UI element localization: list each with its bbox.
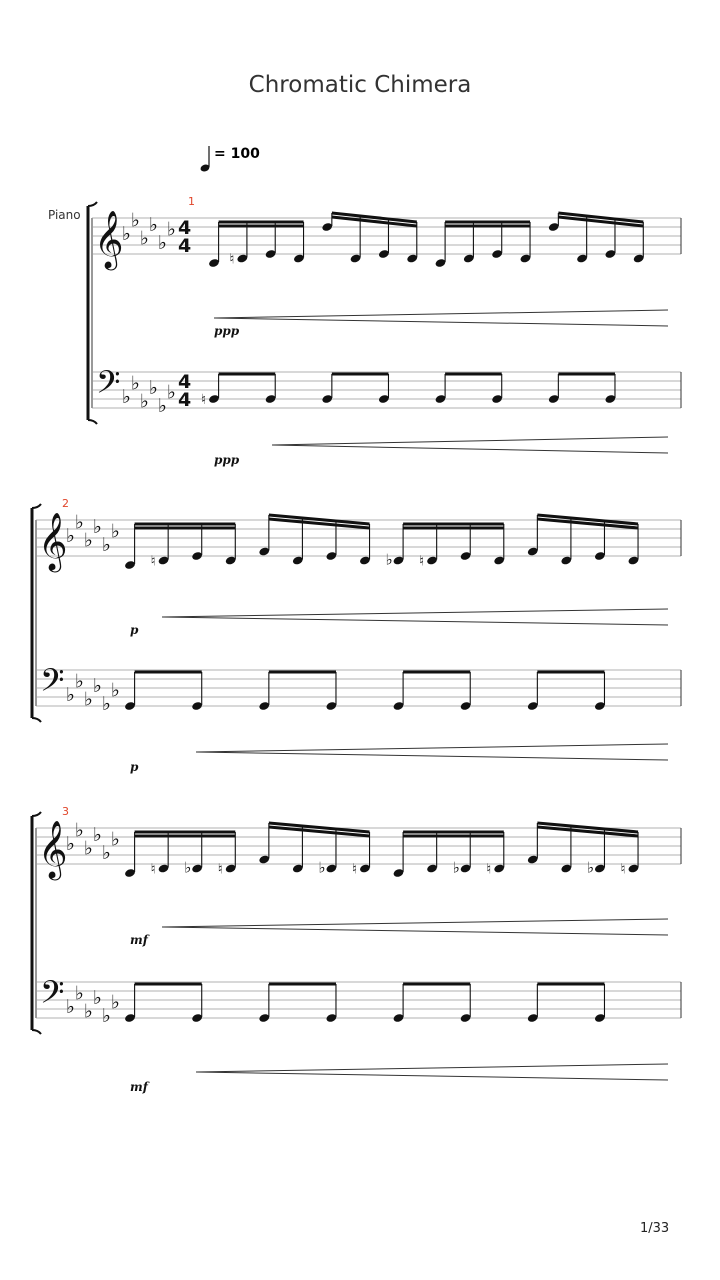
flat-icon: ♭: [93, 516, 102, 538]
crescendo-line: [196, 752, 668, 760]
measure-number: 1: [188, 195, 195, 208]
flat-icon: ♭: [140, 390, 149, 413]
crescendo-line: [162, 617, 668, 625]
treble-clef-icon: 𝄞: [38, 820, 68, 878]
measure-number: 2: [62, 497, 69, 510]
crescendo-line: [162, 609, 668, 617]
bracket-hook: [32, 504, 41, 508]
time-signature-bottom: 4: [178, 235, 192, 257]
page-number: 1/33: [640, 1221, 670, 1236]
bracket-hook: [88, 420, 97, 424]
flat-icon: ♭: [385, 550, 393, 569]
tempo-value: = 100: [214, 146, 260, 162]
treble-clef-icon: 𝄞: [38, 512, 68, 570]
dynamic-mark: ppp: [214, 324, 240, 338]
crescendo-line: [272, 437, 668, 445]
dynamic-mark: p: [130, 760, 139, 774]
crescendo-line: [162, 927, 668, 935]
flat-icon: ♭: [122, 223, 131, 245]
flat-icon: ♭: [131, 372, 140, 395]
flat-icon: ♭: [158, 232, 167, 254]
flat-icon: ♭: [102, 1005, 111, 1027]
flat-icon: ♭: [122, 386, 131, 408]
flat-icon: ♭: [75, 670, 84, 693]
flat-icon: ♭: [586, 858, 594, 877]
bass-clef-icon: 𝄢: [40, 662, 65, 706]
flat-icon: ♭: [452, 858, 460, 877]
crescendo-line: [214, 310, 668, 318]
flat-icon: ♭: [84, 688, 93, 711]
dynamic-mark: mf: [130, 1080, 148, 1094]
flat-icon: ♭: [111, 828, 120, 851]
score-title: Chromatic Chimera: [248, 72, 472, 98]
bracket-hook: [32, 812, 41, 816]
crescendo-line: [162, 919, 668, 927]
flat-icon: ♭: [93, 987, 102, 1009]
flat-icon: ♭: [102, 842, 111, 864]
bracket-hook: [32, 718, 41, 722]
dynamic-mark: ppp: [214, 453, 240, 467]
system-2: [32, 497, 681, 774]
bass-clef-icon: 𝄢: [40, 974, 65, 1018]
natural-icon: ♮: [486, 861, 492, 878]
natural-icon: ♮: [150, 861, 156, 878]
time-signature-top: 4: [178, 217, 192, 239]
crescendo-line: [272, 445, 668, 453]
crescendo-line: [196, 1072, 668, 1080]
natural-icon: ♮: [351, 861, 357, 878]
system-3: [32, 805, 681, 1094]
crescendo-line: [196, 1064, 668, 1072]
measure-number: 3: [62, 805, 69, 818]
flat-icon: ♭: [75, 511, 84, 534]
natural-icon: ♮: [201, 392, 207, 408]
bracket-hook: [32, 1030, 41, 1034]
flat-icon: ♭: [111, 991, 120, 1014]
flat-icon: ♭: [111, 679, 120, 702]
natural-icon: ♮: [150, 553, 156, 570]
flat-icon: ♭: [66, 833, 75, 855]
flat-icon: ♭: [167, 218, 176, 241]
system-1: [88, 195, 681, 467]
flat-icon: ♭: [131, 209, 140, 232]
flat-icon: ♭: [75, 982, 84, 1005]
natural-icon: ♮: [620, 861, 626, 878]
bracket-hook: [88, 202, 97, 206]
flat-icon: ♭: [75, 819, 84, 842]
dynamic-mark: mf: [130, 933, 148, 947]
flat-icon: ♭: [93, 824, 102, 846]
flat-icon: ♭: [158, 395, 167, 417]
treble-clef-icon: 𝄞: [94, 210, 124, 268]
flat-icon: ♭: [167, 381, 176, 404]
bass-clef-icon: 𝄢: [96, 364, 121, 408]
flat-icon: ♭: [66, 684, 75, 706]
flat-icon: ♭: [84, 1000, 93, 1023]
flat-icon: ♭: [102, 693, 111, 715]
time-signature-top: 4: [178, 371, 192, 393]
dynamic-mark: p: [130, 623, 139, 637]
time-signature-bottom: 4: [178, 389, 192, 411]
natural-icon: ♮: [217, 861, 223, 878]
flat-icon: ♭: [140, 227, 149, 250]
systems: [32, 195, 681, 1094]
flat-icon: ♭: [93, 675, 102, 697]
crescendo-line: [214, 318, 668, 326]
flat-icon: ♭: [318, 858, 326, 877]
flat-icon: ♭: [84, 529, 93, 552]
crescendo-line: [196, 744, 668, 752]
tempo-mark: [200, 146, 261, 173]
natural-icon: ♮: [419, 553, 425, 570]
flat-icon: ♭: [149, 377, 158, 399]
flat-icon: ♭: [111, 520, 120, 543]
flat-icon: ♭: [66, 996, 75, 1018]
flat-icon: ♭: [149, 214, 158, 236]
flat-icon: ♭: [184, 858, 192, 877]
flat-icon: ♭: [84, 837, 93, 860]
flat-icon: ♭: [102, 534, 111, 556]
instrument-name: Piano: [48, 208, 81, 222]
natural-icon: ♮: [229, 251, 235, 268]
flat-icon: ♭: [66, 525, 75, 547]
